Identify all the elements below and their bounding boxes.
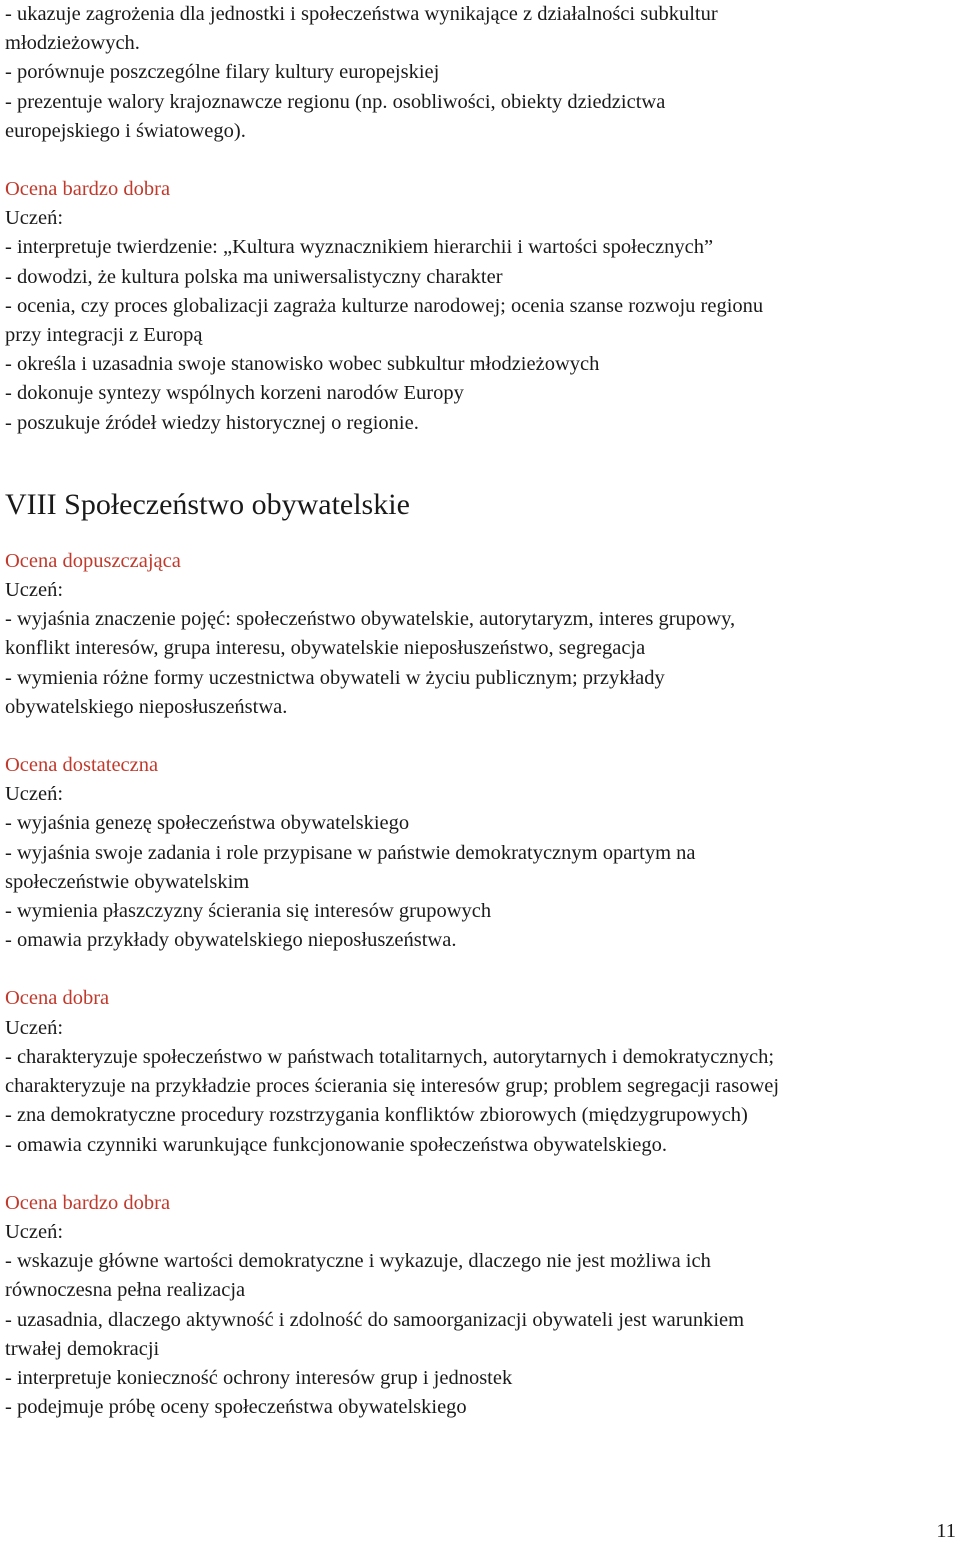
requirement-line: - poszukuje źródeł wiedzy historycznej o regionie. (5, 411, 419, 434)
requirement-line: konflikt interesów, grupa interesu, obywatelskie nieposłuszeństwo, segregacja (5, 637, 646, 660)
grade-heading: Ocena bardzo dobra (5, 1191, 171, 1214)
requirement-line: obywatelskiego nieposłuszeństwa. (5, 695, 288, 718)
requirement-line: - omawia przykłady obywatelskiego nieposłuszeństwa. (5, 929, 457, 952)
requirement-line: społeczeństwie obywatelskim (5, 870, 250, 893)
requirement-line: - zna demokratyczne procedury rozstrzygania konfliktów zbiorowych (międzygrupowych) (5, 1104, 748, 1127)
requirement-line: - wyjaśnia swoje zadania i role przypisane w państwie demokratycznym opartym na (5, 841, 696, 864)
spacer (5, 146, 960, 175)
requirement-line: - dokonuje syntezy wspólnych korzeni narodów Europy (5, 382, 464, 405)
spacer (5, 525, 960, 547)
grade-block-bardzo-dobra-culture (5, 175, 960, 438)
section-title: VIII Społeczeństwo obywatelskie (5, 487, 410, 521)
intro-line: europejskiego i światowego). (5, 119, 246, 142)
spacer (5, 722, 960, 751)
student-label: Uczeń: (5, 207, 64, 230)
intro-line: - ukazuje zagrożenia dla jednostki i społeczeństwa wynikające z działalności subkultur (5, 3, 718, 25)
student-label: Uczeń: (5, 783, 64, 806)
grade-block-bardzo-dobra-civic (5, 1189, 960, 1423)
requirement-line: - wyjaśnia znaczenie pojęć: społeczeństwo obywatelskie, autorytaryzm, interes grupowy, (5, 608, 736, 631)
requirement-line: - określa i uzasadnia swoje stanowisko wobec subkultur młodzieżowych (5, 353, 600, 376)
student-label: Uczeń: (5, 579, 64, 602)
requirement-line: przy integracji z Europą (5, 324, 203, 347)
grade-block-dopuszczajaca (5, 547, 960, 722)
intro-block (5, 0, 960, 146)
requirement-line: - dowodzi, że kultura polska ma uniwersalistyczny charakter (5, 265, 503, 288)
requirement-line: - interpretuje konieczność ochrony interesów grup i jednostek (5, 1366, 513, 1389)
spacer (5, 955, 960, 984)
spacer (5, 438, 960, 485)
intro-line: - porównuje poszczególne filary kultury europejskiej (5, 61, 440, 84)
requirement-line: trwałej demokracji (5, 1337, 160, 1360)
grade-heading: Ocena bardzo dobra (5, 178, 171, 201)
grade-heading: Ocena dobra (5, 987, 110, 1010)
grade-heading: Ocena dopuszczająca (5, 549, 181, 572)
requirement-line: - podejmuje próbę oceny społeczeństwa obywatelskiego (5, 1396, 467, 1419)
page-number: 11 (936, 1520, 956, 1542)
requirement-line: równoczesna pełna realizacja (5, 1279, 246, 1302)
document-page (5, 0, 960, 1422)
grade-block-dobra (5, 984, 960, 1159)
requirement-line: - omawia czynniki warunkujące funkcjonowanie społeczeństwa obywatelskiego. (5, 1133, 668, 1156)
student-label: Uczeń: (5, 1220, 64, 1243)
spacer (5, 1160, 960, 1189)
requirement-line: - wymienia różne formy uczestnictwa obywateli w życiu publicznym; przykłady (5, 666, 665, 689)
requirement-line: - uzasadnia, dlaczego aktywność i zdolność do samoorganizacji obywateli jest warunkiem (5, 1308, 745, 1331)
intro-line: młodzieżowych. (5, 32, 140, 55)
grade-block-dostateczna (5, 751, 960, 955)
requirement-line: charakteryzuje na przykładzie proces ścierania się interesów grup; problem segregacji rasowej (5, 1075, 780, 1098)
student-label: Uczeń: (5, 1016, 64, 1039)
requirement-line: - ocenia, czy proces globalizacji zagraża kulturze narodowej; ocenia szanse rozwoju regionu (5, 294, 764, 317)
requirement-line: - wymienia płaszczyzny ścierania się interesów grupowych (5, 900, 492, 923)
requirement-line: - charakteryzuje społeczeństwo w państwach totalitarnych, autorytarnych i demokratycznych; (5, 1045, 775, 1068)
requirement-line: - wyjaśnia genezę społeczeństwa obywatelskiego (5, 812, 410, 835)
requirement-line: - wskazuje główne wartości demokratyczne i wykazuje, dlaczego nie jest możliwa ich (5, 1250, 711, 1273)
intro-line: - prezentuje walory krajoznawcze regionu (np. osobliwości, obiekty dziedzictwa (5, 90, 666, 113)
requirement-line: - interpretuje twierdzenie: „Kultura wyznacznikiem hierarchii i wartości społecznych” (5, 236, 714, 259)
grade-heading: Ocena dostateczna (5, 754, 159, 777)
